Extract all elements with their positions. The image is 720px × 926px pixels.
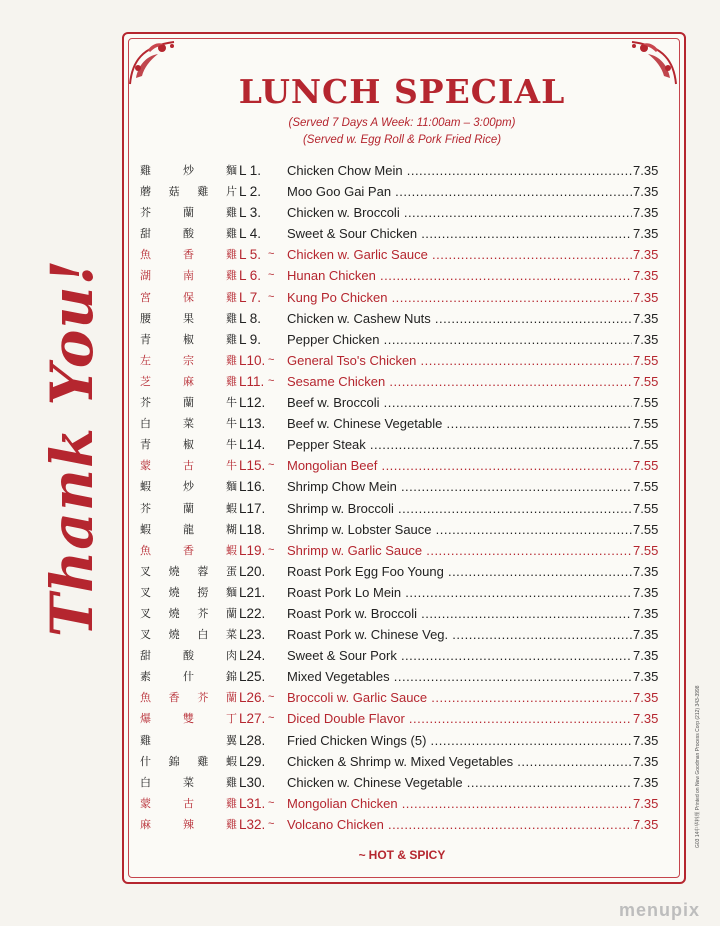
pepper-icon: ~ bbox=[268, 248, 275, 261]
chinese-char: 左 bbox=[140, 353, 151, 367]
menu-item bbox=[140, 455, 662, 476]
chinese-char: 香 bbox=[168, 691, 180, 705]
serving-hours: (Served 7 Days A Week: 11:00am – 3:00pm) bbox=[288, 117, 516, 129]
pepper-icon: ~ bbox=[268, 290, 275, 303]
menu-item-name: Sesame Chicken ..... bbox=[287, 371, 632, 392]
menu-item-name: Roast Pork Lo Mein ..... bbox=[287, 582, 632, 603]
menu-item-code: L11. bbox=[239, 373, 265, 389]
menu-item-name: Chicken & Shrimp w. Mixed Vegetables ..... bbox=[287, 751, 632, 772]
chinese-char: 蒙 bbox=[140, 459, 151, 473]
menu-item-code: L16. bbox=[239, 479, 266, 495]
menu-item bbox=[140, 287, 662, 308]
chinese-char: 甜 bbox=[140, 649, 151, 663]
menu-item-price: 7.55 bbox=[633, 521, 659, 537]
menu-item-code: L24. bbox=[239, 648, 266, 664]
chinese-char: 雞 bbox=[226, 248, 237, 262]
menu-item-chinese-name bbox=[140, 413, 237, 434]
menu-item bbox=[140, 793, 662, 814]
menu-item-code: L28. bbox=[239, 732, 266, 748]
menu-item-name: Roast Pork Egg Foo Young ..... bbox=[287, 561, 632, 582]
menu-item-code: L15. bbox=[239, 458, 266, 474]
pepper-icon: ~ bbox=[358, 848, 366, 862]
watermark: menupix bbox=[618, 900, 700, 920]
menu-item-code: L 8. bbox=[239, 310, 262, 326]
menu-item-price: 7.55 bbox=[633, 352, 659, 368]
chinese-char: 牛 bbox=[226, 396, 237, 410]
chinese-char: 雞 bbox=[197, 754, 209, 768]
chinese-char: 菜 bbox=[183, 417, 194, 431]
menu-item bbox=[140, 392, 662, 413]
pepper-icon: ~ bbox=[268, 543, 275, 556]
chinese-char: 魚 bbox=[140, 248, 151, 262]
menu-item-price: 7.35 bbox=[633, 753, 659, 769]
menu-item-code: L 5. bbox=[239, 247, 262, 263]
menu-item-code: L32. bbox=[239, 816, 266, 832]
chinese-char: 麵 bbox=[226, 480, 237, 494]
chinese-char: 芥 bbox=[197, 606, 209, 620]
chinese-char: 宮 bbox=[140, 290, 151, 304]
chinese-char: 爆 bbox=[140, 712, 151, 726]
menu-item-code: L17. bbox=[239, 500, 266, 516]
pepper-icon: ~ bbox=[268, 817, 275, 830]
menu-item-chinese-name bbox=[140, 350, 237, 371]
hot-spicy-legend bbox=[122, 848, 682, 862]
menu-item-price: 7.55 bbox=[633, 416, 659, 432]
menu-item-name: Kung Po Chicken ..... bbox=[287, 287, 632, 308]
menu-item bbox=[140, 308, 662, 329]
menu-item-name: Pepper Steak ..... bbox=[287, 434, 632, 455]
menu-item-chinese-name bbox=[140, 751, 237, 772]
chinese-char: 古 bbox=[183, 459, 194, 473]
menu-item-code: L27. bbox=[239, 711, 266, 727]
menu-item bbox=[140, 476, 662, 497]
menu-item-price: 7.35 bbox=[633, 310, 659, 326]
menu-item-name: Mongolian Beef ..... bbox=[287, 455, 632, 476]
chinese-char: 保 bbox=[183, 290, 194, 304]
menu-item-price: 7.55 bbox=[633, 458, 659, 474]
menu-item bbox=[140, 751, 662, 772]
menu-item-code: L31. bbox=[239, 795, 266, 811]
chinese-char: 腰 bbox=[140, 311, 151, 325]
menu-item-chinese-name bbox=[140, 455, 237, 476]
menu-item bbox=[140, 329, 662, 350]
menu-item bbox=[140, 603, 662, 624]
menu-item-price: 7.35 bbox=[633, 205, 659, 221]
menu-item-price: 7.35 bbox=[633, 563, 659, 579]
menu-item-code: L22. bbox=[239, 605, 266, 621]
menu-item bbox=[140, 772, 662, 793]
chinese-char: 撈 bbox=[197, 585, 209, 599]
chinese-char: 牛 bbox=[226, 459, 237, 473]
menu-item-code: L14. bbox=[239, 437, 266, 453]
menu-item-name: Mixed Vegetables ..... bbox=[287, 666, 632, 687]
chinese-char: 雞 bbox=[226, 269, 237, 283]
chinese-char: 蝦 bbox=[226, 543, 237, 557]
menu-item-code: L 4. bbox=[239, 226, 262, 242]
chinese-char: 菇 bbox=[168, 185, 180, 199]
chinese-char: 香 bbox=[183, 543, 194, 557]
menu-item-name: Chicken w. Broccoli ..... bbox=[287, 202, 632, 223]
menu-item-code: L21. bbox=[239, 584, 266, 600]
menu-item-code: L 7. bbox=[239, 289, 262, 305]
chinese-char: 雞 bbox=[226, 353, 237, 367]
menu-item-code: L25. bbox=[239, 669, 266, 685]
menu-item-name: General Tso's Chicken ..... bbox=[287, 350, 632, 371]
chinese-char: 芥 bbox=[140, 396, 151, 410]
menu-item-name: Fried Chicken Wings (5) ..... bbox=[287, 730, 632, 751]
menu-item-code: L10. bbox=[239, 352, 266, 368]
menu-item bbox=[140, 434, 662, 455]
menu-item-price: 7.35 bbox=[633, 584, 659, 600]
chinese-char: 麻 bbox=[183, 374, 194, 388]
menu-item-price: 7.35 bbox=[633, 648, 659, 664]
menu-item bbox=[140, 223, 662, 244]
menu-item-price: 7.35 bbox=[633, 627, 659, 643]
chinese-char: 叉 bbox=[140, 606, 151, 620]
chinese-char: 雞 bbox=[140, 164, 151, 177]
menu-item bbox=[140, 498, 662, 519]
menu-item-name: Shrimp w. Broccoli ..... bbox=[287, 498, 632, 519]
menu-item-price: 7.35 bbox=[633, 690, 659, 706]
menu-item-chinese-name bbox=[140, 287, 237, 308]
menu-item-name: Sweet & Sour Chicken ..... bbox=[287, 223, 632, 244]
chinese-char: 翼 bbox=[226, 733, 237, 747]
menu-item bbox=[140, 582, 662, 603]
menu-item-price: 7.35 bbox=[633, 331, 659, 347]
menu-item-price: 7.35 bbox=[633, 816, 659, 832]
menu-item bbox=[140, 687, 662, 708]
menu-item bbox=[140, 666, 662, 687]
menu-item-code: L26. bbox=[239, 690, 266, 706]
menu-item-code: L23. bbox=[239, 627, 266, 643]
menu-item-name: Sweet & Sour Pork ..... bbox=[287, 645, 632, 666]
chinese-char: 麵 bbox=[226, 164, 237, 177]
chinese-char: 雞 bbox=[226, 311, 237, 325]
chinese-char: 炒 bbox=[183, 480, 194, 494]
chinese-char: 白 bbox=[140, 775, 151, 789]
menu-item bbox=[140, 708, 662, 729]
menu-item-name: Shrimp w. Lobster Sauce ..... bbox=[287, 519, 632, 540]
menu-item-price: 7.55 bbox=[633, 542, 659, 558]
menu-item-price: 7.55 bbox=[633, 395, 659, 411]
chinese-char: 雞 bbox=[226, 817, 237, 831]
menu-item-chinese-name bbox=[140, 498, 237, 519]
menu-item-price: 7.35 bbox=[633, 605, 659, 621]
pepper-icon: ~ bbox=[268, 353, 275, 366]
menu-item-chinese-name bbox=[140, 624, 237, 645]
chinese-char: 雞 bbox=[226, 796, 237, 810]
chinese-char: 蘭 bbox=[225, 691, 237, 705]
chinese-char: 雞 bbox=[140, 733, 151, 747]
menu-item bbox=[140, 202, 662, 223]
chinese-char: 芥 bbox=[140, 206, 151, 220]
chinese-char: 燒 bbox=[168, 585, 180, 599]
menu-item-name: Hunan Chicken ..... bbox=[287, 265, 632, 286]
menu-item-chinese-name bbox=[140, 181, 237, 202]
chinese-char: 什 bbox=[140, 754, 151, 768]
menu-item-chinese-name bbox=[140, 582, 237, 603]
chinese-char: 燒 bbox=[168, 606, 180, 620]
chinese-char: 燒 bbox=[168, 628, 180, 642]
menu-item-chinese-name bbox=[140, 814, 237, 835]
chinese-char: 魚 bbox=[140, 543, 151, 557]
menu-item bbox=[140, 519, 662, 540]
menu-item-name: Chicken w. Garlic Sauce ..... bbox=[287, 244, 632, 265]
menu-item-chinese-name bbox=[140, 645, 237, 666]
pepper-icon: ~ bbox=[268, 269, 275, 282]
menu-item bbox=[140, 160, 662, 181]
menu-item-chinese-name bbox=[140, 666, 237, 687]
chinese-char: 菜 bbox=[183, 775, 194, 789]
pepper-icon: ~ bbox=[268, 459, 275, 472]
chinese-char: 甜 bbox=[140, 227, 151, 241]
chinese-char: 雞 bbox=[226, 290, 237, 304]
menu-item-name: Moo Goo Gai Pan ..... bbox=[287, 181, 632, 202]
chinese-char: 蝦 bbox=[140, 522, 151, 536]
menu-item-chinese-name bbox=[140, 687, 237, 708]
menu-item-price: 7.55 bbox=[633, 500, 659, 516]
menu-item-price: 7.35 bbox=[633, 268, 659, 284]
menu-item bbox=[140, 540, 662, 561]
chinese-char: 肉 bbox=[226, 649, 237, 663]
chinese-char: 片 bbox=[225, 185, 237, 199]
menu-item bbox=[140, 814, 662, 835]
menu-item-price: 7.35 bbox=[633, 226, 659, 242]
menu-item-chinese-name bbox=[140, 540, 237, 561]
menu-item-code: L20. bbox=[239, 563, 266, 579]
chinese-char: 辣 bbox=[183, 817, 194, 831]
chinese-char: 蒙 bbox=[140, 796, 151, 810]
menu-item-code: L19. bbox=[239, 542, 266, 558]
chinese-char: 蓉 bbox=[197, 564, 209, 578]
chinese-char: 雞 bbox=[226, 374, 237, 388]
chinese-char: 什 bbox=[183, 670, 194, 684]
chinese-char: 蘭 bbox=[183, 396, 194, 410]
menu-item-name: Roast Pork w. Broccoli ..... bbox=[287, 603, 632, 624]
menu-item-name: Chicken Chow Mein ..... bbox=[287, 160, 632, 181]
chinese-char: 叉 bbox=[140, 628, 151, 642]
chinese-char: 蝦 bbox=[226, 501, 237, 515]
chinese-char: 蘭 bbox=[225, 606, 237, 620]
pepper-icon: ~ bbox=[268, 691, 275, 704]
chinese-char: 湖 bbox=[140, 269, 151, 283]
printer-credit: G03 14中华料理 Printed on New Goodman Process Corp (212) 343-3998 bbox=[695, 685, 701, 848]
chinese-char: 蛋 bbox=[225, 564, 237, 578]
chinese-char: 白 bbox=[197, 628, 209, 642]
menu-item-name: Chicken w. Chinese Vegetable ..... bbox=[287, 772, 632, 793]
menu-item-price: 7.55 bbox=[633, 437, 659, 453]
menu-item-name: Beef w. Chinese Vegetable ..... bbox=[287, 413, 632, 434]
menu-item-chinese-name bbox=[140, 329, 237, 350]
chinese-char: 香 bbox=[183, 248, 194, 262]
menu-item bbox=[140, 624, 662, 645]
menu-item bbox=[140, 371, 662, 392]
menu-item-name: Mongolian Chicken ..... bbox=[287, 793, 632, 814]
chinese-char: 白 bbox=[140, 417, 151, 431]
chinese-char: 青 bbox=[140, 332, 151, 346]
menu-item-name: Roast Pork w. Chinese Veg. ..... bbox=[287, 624, 632, 645]
chinese-char: 南 bbox=[183, 269, 194, 283]
menu-item-chinese-name bbox=[140, 244, 237, 265]
menu-item bbox=[140, 244, 662, 265]
chinese-char: 酸 bbox=[183, 227, 194, 241]
menu-item-chinese-name bbox=[140, 392, 237, 413]
chinese-char: 蝦 bbox=[225, 754, 237, 768]
menu-item-code: L 9. bbox=[239, 331, 262, 347]
menu-item-price: 7.55 bbox=[633, 373, 659, 389]
menu-item bbox=[140, 265, 662, 286]
menu-item-price: 7.35 bbox=[633, 795, 659, 811]
menu-item-price: 7.35 bbox=[633, 289, 659, 305]
chinese-char: 蘑 bbox=[140, 185, 151, 199]
menu-item-price: 7.35 bbox=[633, 669, 659, 685]
chinese-char: 龍 bbox=[183, 522, 194, 536]
chinese-char: 芥 bbox=[197, 691, 209, 705]
chinese-char: 宗 bbox=[183, 353, 194, 367]
menu-item bbox=[140, 413, 662, 434]
chinese-char: 素 bbox=[140, 670, 151, 684]
menu-item bbox=[140, 181, 662, 202]
menu-item-name: Diced Double Flavor ..... bbox=[287, 708, 632, 729]
menu-item bbox=[140, 561, 662, 582]
chinese-char: 糊 bbox=[226, 522, 237, 536]
menu-item-price: 7.35 bbox=[633, 163, 659, 178]
chinese-char: 雞 bbox=[226, 775, 237, 789]
chinese-char: 雞 bbox=[226, 227, 237, 241]
chinese-char: 芝 bbox=[140, 374, 151, 388]
menu-item-code: L30. bbox=[239, 774, 266, 790]
menu-item-name: Broccoli w. Garlic Sauce ..... bbox=[287, 687, 632, 708]
menu-item bbox=[140, 730, 662, 751]
chinese-char: 叉 bbox=[140, 585, 151, 599]
menu-item-code: L29. bbox=[239, 753, 266, 769]
chinese-char: 炒 bbox=[183, 164, 194, 177]
menu-item-chinese-name bbox=[140, 223, 237, 244]
chinese-char: 麻 bbox=[140, 817, 151, 831]
chinese-char: 椒 bbox=[183, 438, 194, 452]
chinese-char: 雞 bbox=[226, 332, 237, 346]
pepper-icon: ~ bbox=[268, 712, 275, 725]
menu-item-name: Volcano Chicken ..... bbox=[287, 814, 632, 835]
menu-item-price: 7.55 bbox=[633, 479, 659, 495]
chinese-char: 叉 bbox=[140, 564, 151, 578]
chinese-char: 牛 bbox=[226, 438, 237, 452]
menu-item-price: 7.35 bbox=[633, 774, 659, 790]
menu-item-chinese-name bbox=[140, 476, 237, 497]
page-title: LUNCH SPECIAL bbox=[238, 72, 566, 111]
chinese-char: 芥 bbox=[140, 501, 151, 515]
menu-item-name: Shrimp Chow Mein ..... bbox=[287, 476, 632, 497]
menu-item bbox=[140, 350, 662, 371]
menu-item-price: 7.35 bbox=[633, 184, 659, 200]
menu-item-code: L 1. bbox=[239, 163, 262, 178]
menu-list bbox=[140, 160, 662, 835]
hot-spicy-label: HOT & SPICY bbox=[368, 848, 446, 862]
menu-item-chinese-name bbox=[140, 561, 237, 582]
menu-item-chinese-name bbox=[140, 202, 237, 223]
menu-item-chinese-name bbox=[140, 308, 237, 329]
menu-item-price: 7.35 bbox=[633, 247, 659, 263]
chinese-char: 魚 bbox=[140, 691, 151, 705]
chinese-char: 果 bbox=[183, 311, 194, 325]
menu-item-price: 7.35 bbox=[633, 711, 659, 727]
menu-item-chinese-name bbox=[140, 160, 237, 181]
chinese-char: 燒 bbox=[168, 564, 180, 578]
menu-item-chinese-name bbox=[140, 265, 237, 286]
menu-item-name: Pepper Chicken ..... bbox=[287, 329, 632, 350]
menu-item-code: L12. bbox=[239, 395, 266, 411]
menu-item-name: Shrimp w. Garlic Sauce ..... bbox=[287, 540, 632, 561]
menu-item-chinese-name bbox=[140, 793, 237, 814]
menu-item-chinese-name bbox=[140, 708, 237, 729]
menu-item-code: L18. bbox=[239, 521, 266, 537]
menu-item-chinese-name bbox=[140, 434, 237, 455]
menu-item-chinese-name bbox=[140, 603, 237, 624]
menu-item-name: Chicken w. Cashew Nuts ..... bbox=[287, 308, 632, 329]
chinese-char: 丁 bbox=[226, 712, 237, 726]
menu-item-chinese-name bbox=[140, 519, 237, 540]
menu-item bbox=[140, 645, 662, 666]
chinese-char: 錦 bbox=[226, 670, 237, 684]
chinese-char: 椒 bbox=[183, 332, 194, 346]
pepper-icon: ~ bbox=[268, 374, 275, 387]
menu-item-chinese-name bbox=[140, 772, 237, 793]
menu-item-code: L 6. bbox=[239, 268, 262, 284]
chinese-char: 菜 bbox=[225, 628, 237, 642]
menu-item-code: L13. bbox=[239, 416, 266, 432]
chinese-char: 酸 bbox=[183, 649, 194, 663]
thank-you-script: Thank You! bbox=[38, 258, 106, 638]
chinese-char: 蘭 bbox=[183, 501, 194, 515]
chinese-char: 蘭 bbox=[183, 206, 194, 220]
menu-item-chinese-name bbox=[140, 730, 237, 751]
pepper-icon: ~ bbox=[268, 796, 275, 809]
chinese-char: 青 bbox=[140, 438, 151, 452]
chinese-char: 蝦 bbox=[140, 480, 151, 494]
chinese-char: 雞 bbox=[226, 206, 237, 220]
menu-item-name: Beef w. Broccoli ..... bbox=[287, 392, 632, 413]
menu-item-code: L 3. bbox=[239, 205, 262, 221]
chinese-char: 牛 bbox=[226, 417, 237, 431]
chinese-char: 雞 bbox=[197, 185, 209, 199]
chinese-char: 錦 bbox=[168, 754, 180, 768]
menu-item-code: L 2. bbox=[239, 184, 262, 200]
chinese-char: 古 bbox=[183, 796, 194, 810]
chinese-char: 雙 bbox=[183, 712, 194, 726]
chinese-char: 麵 bbox=[225, 585, 237, 599]
menu-item-price: 7.35 bbox=[633, 732, 659, 748]
menu-item-chinese-name bbox=[140, 371, 237, 392]
serving-includes: (Served w. Egg Roll & Pork Fried Rice) bbox=[302, 134, 502, 146]
